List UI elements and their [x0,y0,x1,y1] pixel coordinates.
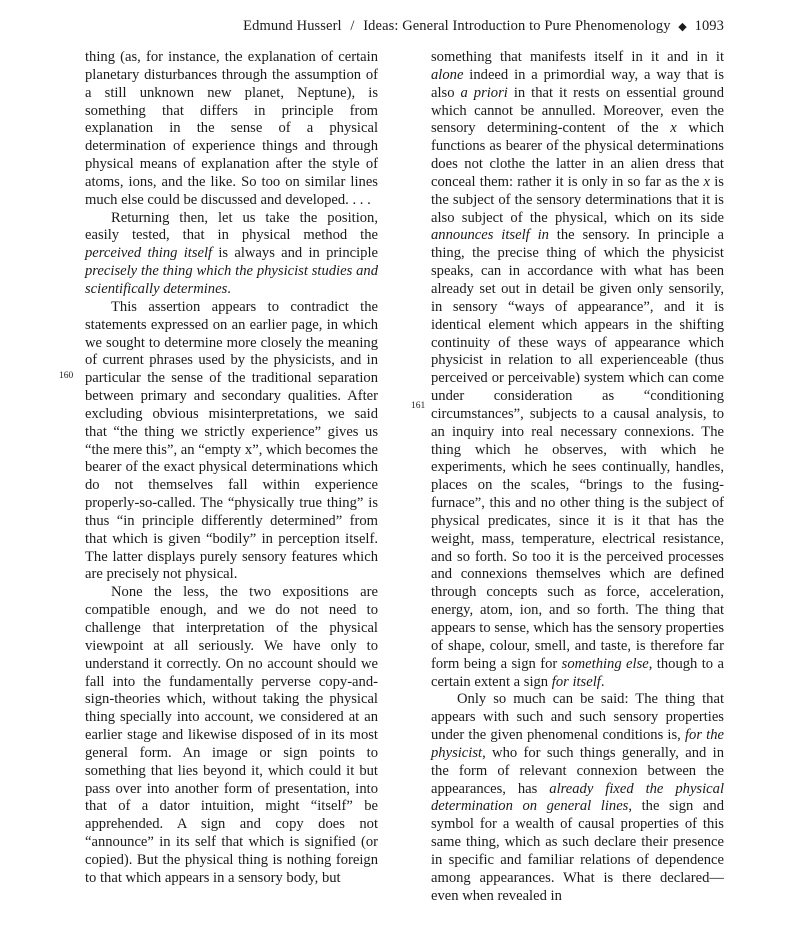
paragraph: None the less, the two expositions are compatible enough, and we do not need to challenge that interpretation of the physical viewpoint at all seriously. We have only to understand it correctly. On no account should we fall into the fundamentally perverse copy-and-sign-theories which, without taking the physical thing specially into account, we considered at an earlier stage and likewise disposed of in its most general form. An image or sign points to something that lies beyond it, which could it but pass over into another form of presentation, into that of a dator intuition, might “itself” be apprehended. A sign and copy does not “announce” in its self that which is signified (or copied). But the physical thing is nothing foreign to that which appears in a sensory body, but [85,584,378,886]
running-header [0,18,724,35]
left-column [85,49,378,888]
margin-page-number-left: 160 [59,371,74,381]
paragraph: something that manifests itself in it and in it alone indeed in a primordial way, a way that is also a priori in that it rests on essential ground which cannot be annulled. Moreover, even the sensory determining-content of the x which functions as bearer of the physical determinations does not clothe the latter in an alien dress that conceal them: rather it is only in so far as the x is the subject of the sensory determinations that it is also subject of the physical, which on its side announces itself in the sensory. In principle a thing, the precise thing of which the physicist speaks, can in accordance with what has been already set out in detail be given only sensorily, in sensory “ways of appearance”, and it is identical element which appears in the shifting continuity of these ways of appearance which physicist in relation to all experienceable (thus perceived or perceivable) system which can come under consideration as “conditioning circumstances”, subjects to a causal analysis, to an inquiry into real necessary connexions. The thing which he observes, with which he experiments, which he sees continually, handles, places on the scales, “brings to the fusing-furnace”, this and no other thing is the subject of physical predicates, since it is it that has the weight, mass, temperature, electrical resistance, and so forth. So too it is the perceived processes and connexions themselves which are defined through concepts such as force, acceleration, energy, atom, ion, and so forth. The thing that appears to sense, which has the sensory properties of shape, colour, smell, and taste, is therefore far form being a sign for something else, though to a certain extent a sign for itself. [431,49,724,690]
header-title: Ideas: General Introduction to Pure Phenomenology [363,18,671,34]
paragraph: Only so much can be said: The thing that appears with such and such sensory properties under the given phenomenal conditions is, for the physicist, who for such things generally, and in the form of relevant connexion between the appearances, has already fixed the physical determination on general lines, the sign and symbol for a wealth of causal properties of this same thing, which as such declare their presence in specific and familiar relations of dependence among appearances. What is there declared—even when revealed in [431,691,725,904]
right-column [431,49,724,906]
diamond-icon: ◆ [678,21,687,33]
header-separator: / [350,18,355,34]
paragraph: This assertion appears to contradict the statements expressed on an earlier page, in which we sought to determine more closely the meaning of current phrases used by the physicists, and in particular the sense of the traditional separation between primary and secondary qualities. After excluding obvious misinterpretations, we said that “the thing we strictly experience” gives us “the mere this”, an “empty x”, which becomes the bearer of the exact physical determinations which do not themselves fall within experience properly-so-called. The “physically true thing” is thus “in principle differently determined” from that which is given “bodily” in perception itself. The latter displays purely sensory features which are precisely not physical. [85,298,378,583]
paragraph: thing (as, for instance, the explanation of certain planetary disturbances through the assumption of a still unknown new planet, Neptune), is something that differs in principle from explanation in the sense of a physical determination of experience things and through physical means of explanation after the style of atoms, ions, and the like. So too on similar lines much else could be discussed and developed. . . . [85,49,378,208]
paragraph: Returning then, let us take the position, easily tested, that in physical method the perceived thing itself is always and in principle precisely the thing which the physicist studies and scientifically determines. [85,209,378,297]
margin-page-number-right: 161 [411,401,426,411]
header-author: Edmund Husserl [243,18,342,34]
header-page-number: 1093 [694,18,724,34]
